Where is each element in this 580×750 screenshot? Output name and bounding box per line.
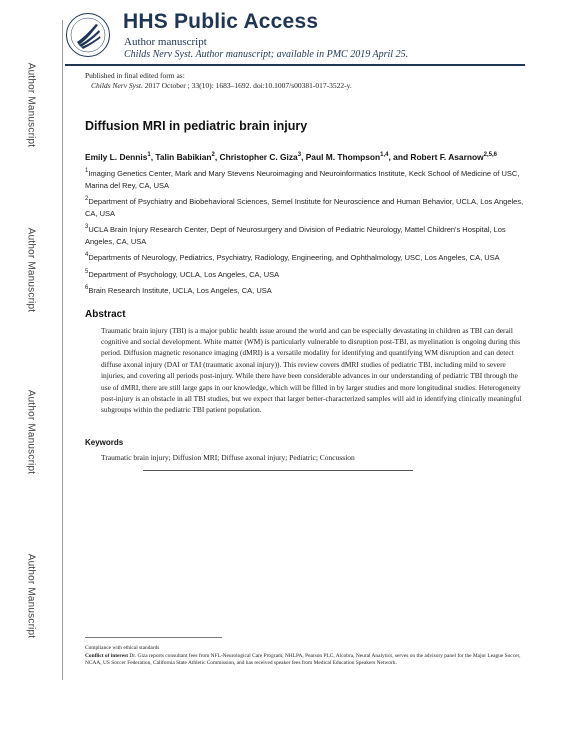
author-name: Robert F. Asarnow	[410, 152, 484, 162]
conflict-text: Dr. Giza reports consultant fees from NFL-Neurological Care Program, NHLPA, Pearson PLC, Alcobra, Neural Analytics, serves on the advisory panel for the Major League Soccer, NCAA, US Soccer Federation, California State Athletic Commission, and has received speaker fees from Medical Education Speakers Network.	[85, 652, 521, 667]
availability-journal: Childs Nerv Syst.	[124, 49, 194, 60]
availability-line	[124, 49, 408, 60]
affiliation-number: 6	[85, 285, 89, 291]
author-name: Emily L. Dennis	[85, 152, 148, 162]
affiliation-text: Brain Research Institute, UCLA, Los Angeles, CA, USA	[88, 286, 272, 295]
footnote	[85, 645, 525, 668]
sidebar-label: Author Manuscript	[25, 227, 37, 313]
compliance-text: Compliance with ethical standards	[85, 645, 160, 651]
conflict-label: Conflict of interest	[85, 652, 129, 659]
published-journal: Childs Nerv Syst.	[91, 81, 143, 90]
author-affil-sup: 3	[297, 152, 302, 158]
affiliation-text: Department of Psychology, UCLA, Los Angeles, CA, USA	[88, 269, 280, 279]
header-rule	[65, 64, 525, 66]
abstract-text: Traumatic brain injury (TBI) is a major public health issue around the world and can be especially devastating in children as TBI can derail cognitive and social development. White matter (WM) is particularly vulnerable to disruption post-TBI, as myelination is ongoing during this period. Diffusion magnetic resonance imaging (dMRI) is a versatile modality for identifying and quantifying WM disruption and can detect diffuse axonal injury (DAI or TAI (traumatic axonal injury)). This review covers dMRI studies of pediatric TBI, including mild to severe injuries, and covering all periods post-injury. While there have been considerable advances in our understanding of pediatric TBI through the use of dMRI, there are still large gaps in our knowledge, which will be filled in by larger studies and more longitudinal studies. Heterogeneity post-injury is an obstacle in all TBI studies, but we expect that larger better-characterized samples will aid in identifying clinically meaningful subgroups within the pediatric TBI patient population.	[101, 325, 522, 415]
article-title: Diffusion MRI in pediatric brain injury	[85, 119, 308, 133]
affiliation-number: 4	[85, 252, 89, 258]
published-label: Published in final edited form as:	[85, 71, 185, 80]
hhs-subtitle: Author manuscript	[124, 36, 207, 48]
keywords-text: Traumatic brain injury; Diffusion MRI; Diffuse axonal injury; Pediatric; Concussion	[101, 452, 355, 462]
affiliation	[85, 252, 525, 264]
affiliation-number: 2	[85, 196, 89, 202]
page-content	[85, 12, 525, 471]
author-affil-sup: 2	[211, 152, 215, 158]
affiliation	[85, 224, 525, 247]
author-connector: , and	[388, 152, 411, 162]
author-affil-sup: 2,5,6	[483, 152, 497, 158]
abstract-heading: Abstract	[85, 308, 126, 320]
sidebar-label: Author Manuscript	[25, 62, 37, 148]
hhs-eagle-logo-icon	[65, 12, 111, 58]
hhs-header	[85, 12, 525, 67]
author-list: Emily L. Dennis$^1$, Talin Babikian$^2$, Christopher C. Giza$^3$, Paul M. Thompson$^{1,4}$, and Robert F. Asarnow$^{2,5,6}$	[85, 152, 497, 162]
author-affil-sup: 1,4	[380, 152, 389, 158]
affiliation-text: Imaging Genetics Center, Mark and Mary Stevens Neuroimaging and Neuroinformatics Institute, Keck School of Medicine of USC, Marina del Rey, CA, USA	[85, 169, 520, 190]
published-citation-line	[85, 81, 525, 91]
affiliation-text: Departments of Neurology, Pediatrics, Psychiatry, Radiology, Engineering, and Ophthalmology, USC, Los Angeles, CA, USA	[88, 253, 500, 262]
keywords-heading: Keywords	[85, 437, 124, 447]
author-name: Talin Babikian	[155, 152, 212, 162]
author-name: Christopher C. Giza	[219, 152, 298, 162]
availability-text: Author manuscript; available in PMC 2019 April 25.	[193, 49, 409, 60]
conflict-paragraph	[85, 653, 525, 668]
affiliation	[85, 196, 525, 219]
affiliation-number: 1	[85, 168, 89, 174]
affiliation-number: 3	[85, 224, 89, 230]
affiliation-number: 5	[85, 268, 89, 275]
affiliation	[85, 168, 525, 191]
sidebar-label: Author Manuscript	[25, 553, 37, 639]
published-info	[85, 71, 525, 91]
author-affil-sup: 1	[147, 152, 151, 158]
sidebar-divider	[62, 20, 63, 680]
affiliation-text: Department of Psychiatry and Biobehavioral Sciences, Semel Institute for Neuroscience and Human Behavior, UCLA, Los Angeles, CA, USA	[85, 197, 524, 218]
sidebar	[0, 0, 62, 750]
sidebar-label: Author Manuscript	[25, 389, 37, 475]
keywords-divider	[143, 470, 413, 471]
author-name: Paul M. Thompson	[305, 152, 381, 162]
affiliation-text: UCLA Brain Injury Research Center, Dept of Neurosurgery and Division of Pediatric Neurology, Mattel Children's Hospital, Los Angeles, CA, USA	[85, 225, 506, 246]
footnote-divider	[85, 637, 222, 638]
published-citation: 2017 October ; 33(10): 1683–1692. doi:10.1007/s00381-017-3522-y.	[142, 81, 352, 90]
hhs-title: HHS Public Access	[123, 10, 319, 33]
affiliation	[85, 285, 525, 297]
affiliation	[85, 269, 525, 281]
